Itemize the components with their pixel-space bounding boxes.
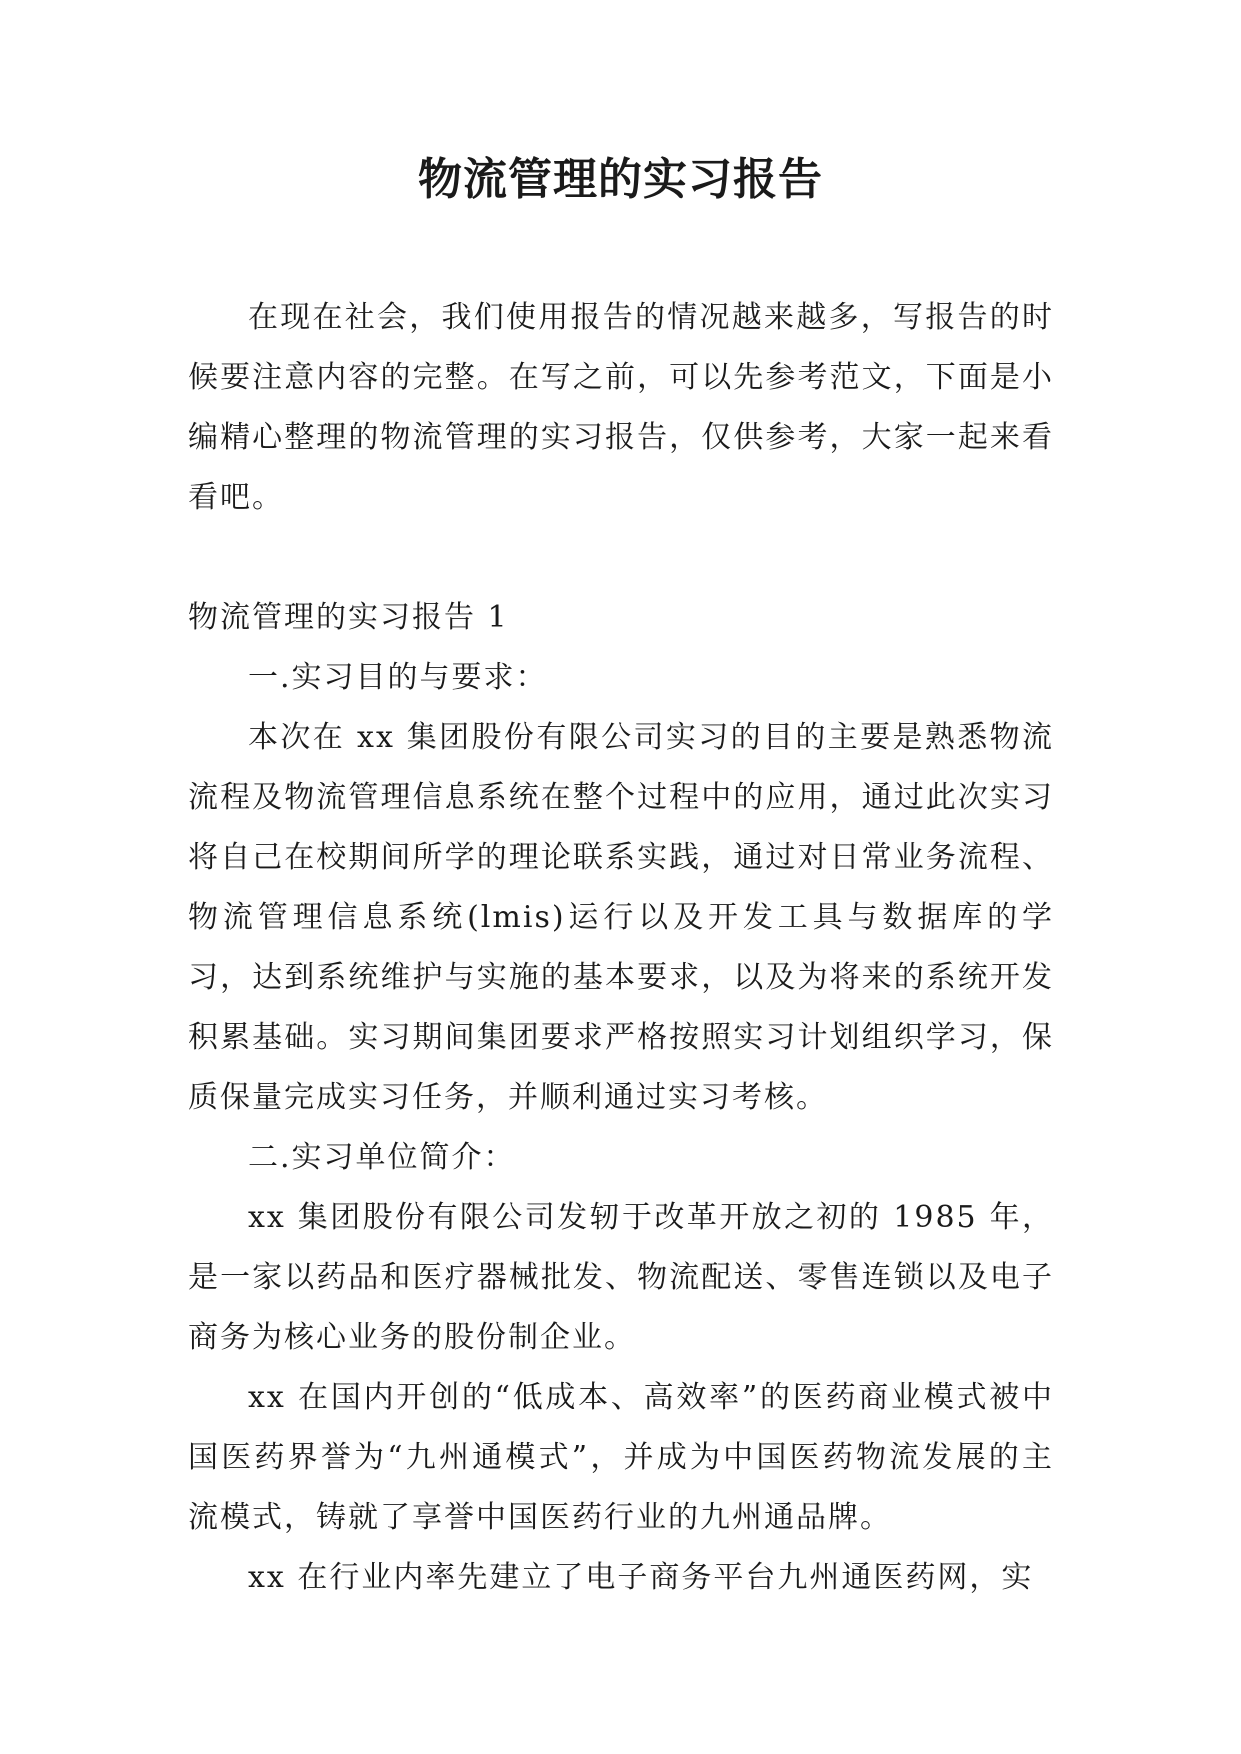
- paragraph-business-model: xx 在国内开创的“低成本、高效率”的医药商业模式被中国医药界誉为“九州通模式”，并成为中国医药物流发展的主流模式，铸就了享誉中国医药行业的九州通品牌。: [188, 1380, 1054, 1535]
- document-title: 物流管理的实习报告: [418, 154, 823, 205]
- heading-company-intro: 二.实习单位简介：: [248, 1140, 516, 1175]
- paragraph-ecommerce: xx 在行业内率先建立了电子商务平台九州通医药网，实: [248, 1560, 1034, 1595]
- document-body: [188, 288, 1054, 1608]
- paragraph-company-founding: xx 集团股份有限公司发轫于改革开放之初的 1985 年，是一家以药品和医疗器械批发、物流配送、零售连锁以及电子商务为核心业务的股份制企业。: [188, 1200, 1054, 1355]
- section-title: 物流管理的实习报告 1: [188, 600, 509, 635]
- intro-paragraph: 在现在社会，我们使用报告的情况越来越多，写报告的时候要注意内容的完整。在写之前，可以先参考范文，下面是小编精心整理的物流管理的实习报告，仅供参考，大家一起来看看吧。: [188, 300, 1054, 515]
- paragraph-purpose: 本次在 xx 集团股份有限公司实习的目的主要是熟悉物流流程及物流管理信息系统在整个过程中的应用，通过此次实习将自己在校期间所学的理论联系实践，通过对日常业务流程、物流管理信息系统(lmis)运行以及开发工具与数据库的学习，达到系统维护与实施的基本要求，以及为将来的系统开发积累基础。实习期间集团要求严格按照实习计划组织学习，保质保量完成实习任务，并顺利通过实习考核。: [188, 720, 1054, 1115]
- heading-purpose: 一.实习目的与要求：: [248, 660, 548, 695]
